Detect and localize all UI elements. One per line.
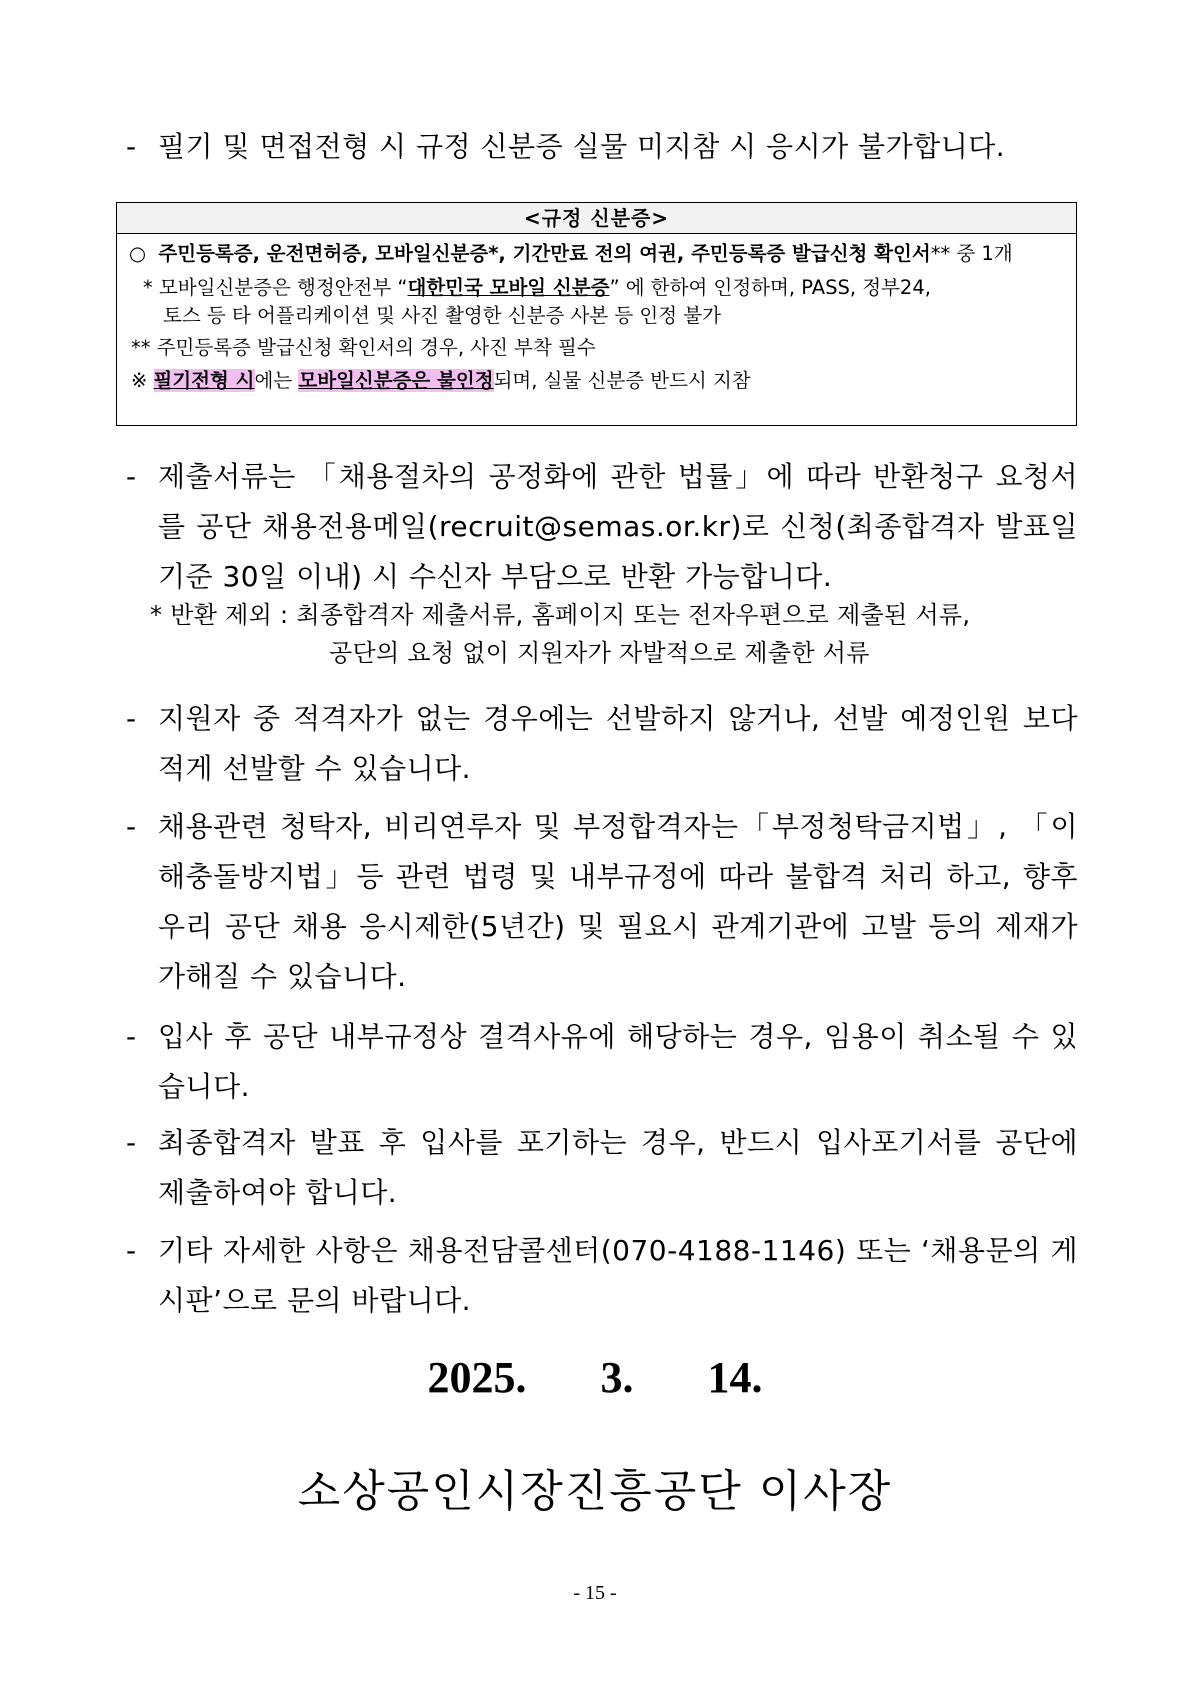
issuer-name: 소상공인시장진흥공단 이사장: [297, 1466, 893, 1517]
mobile-id-name: 대한민국 모바일 신분증: [407, 276, 610, 299]
return-note-line2: 공단의 요청 없이 지원자가 자발적으로 제출한 서류: [329, 639, 870, 667]
id-box-line-mobile-id: [143, 273, 1083, 303]
id-box-line-photo: ** 주민등록증 발급신청 확인서의 경우, 사진 부착 필수: [131, 336, 596, 359]
bullet-contact: [126, 1226, 1078, 1326]
id-box-line-valid-ids: [129, 239, 1069, 269]
bullet-text: 기타 자세한 사항은 채용전담콜센터(070-4188-1146) 또는 ‘채용문의 게시판’으로 문의 바랍니다.: [158, 1234, 1078, 1317]
announcement-date: 2025. 3. 14.: [427, 1353, 763, 1402]
valid-id-list: 주민등록증, 운전면허증, 모바일신분증*, 기간만료 전의 여권, 주민등록증 발급신청 확인서: [158, 242, 931, 265]
highlight-written-exam: 필기전형 시: [153, 369, 255, 392]
bullet-dash: -: [126, 810, 137, 843]
id-requirements-box: [116, 202, 1077, 426]
bullet-dash: -: [126, 1020, 137, 1053]
written-exam-tail: 되며, 실물 신분증 반드시 지참: [493, 369, 751, 392]
bullet-text: 필기 및 면접전형 시 규정 신분증 실물 미지참 시 응시가 불가합니다.: [158, 130, 1006, 163]
written-exam-text: 에는: [254, 369, 299, 392]
bullet-dash: -: [126, 702, 137, 735]
bullet-disqualification: [126, 1012, 1078, 1112]
page-number: - 15 -: [573, 1582, 617, 1604]
circle-marker: ○: [129, 242, 147, 265]
bullet-dash: -: [126, 1126, 137, 1159]
highlight-mobile-not-accepted: 모바일신분증은 불인정: [298, 369, 494, 392]
bullet-text: 최종합격자 발표 후 입사를 포기하는 경우, 반드시 입사포기서를 공단에 제출하여야 합니다.: [158, 1126, 1078, 1209]
bullet-waiver: [126, 1118, 1078, 1218]
bullet-id-required: [126, 122, 1078, 172]
bullet-text: 입사 후 공단 내부규정상 결격사유에 해당하는 경우, 임용이 취소될 수 있습니다.: [158, 1020, 1078, 1103]
return-exclusion-note: [150, 596, 1080, 672]
bullet-text: 채용관련 청탁자, 비리연루자 및 부정합격자는「부정청탁금지법」, 「이해충돌방지법」등 관련 법령 및 내부규정에 따라 불합격 처리 하고, 향후 우리 공단 채용 응시제한(5년간) 및 필요시 관계기관에 고발 등의 제재가 가해질 수 있습니다.: [158, 810, 1078, 993]
return-note-line1: * 반환 제외 : 최종합격자 제출서류, 홈페이지 또는 전자우편으로 제출된 서류,: [150, 601, 971, 629]
bullet-dash: -: [126, 130, 137, 163]
id-box-header: <규정 신분증>: [117, 203, 1076, 234]
valid-id-tail: ** 중 1개: [930, 242, 1013, 265]
bullet-dash: -: [126, 1234, 137, 1267]
bullet-document-return: [126, 452, 1078, 602]
id-box-line-not-accepted: 토스 등 타 어플리케이션 및 사진 촬영한 신분증 사본 등 인정 불가: [163, 304, 721, 327]
reference-mark: ※: [131, 369, 154, 392]
id-box-line-written-exam: [131, 366, 1071, 396]
bullet-text: 제출서류는 「채용절차의 공정화에 관한 법률」에 따라 반환청구 요청서를 공단 채용전용메일(recruit@semas.or.kr)로 신청(최종합격자 발표일 기준 30일 이내) 시 수신자 부담으로 반환 가능합니다.: [158, 460, 1078, 593]
mobile-id-text-tail: ” 에 한하여 인정하며, PASS, 정부24,: [609, 276, 931, 299]
bullet-dash: -: [126, 460, 137, 493]
bullet-no-qualified: [126, 694, 1078, 794]
bullet-text: 지원자 중 적격자가 없는 경우에는 선발하지 않거나, 선발 예정인원 보다 적게 선발할 수 있습니다.: [158, 702, 1078, 785]
mobile-id-text: * 모바일신분증은 행정안전부 “: [143, 276, 408, 299]
bullet-misconduct: [126, 802, 1078, 1002]
